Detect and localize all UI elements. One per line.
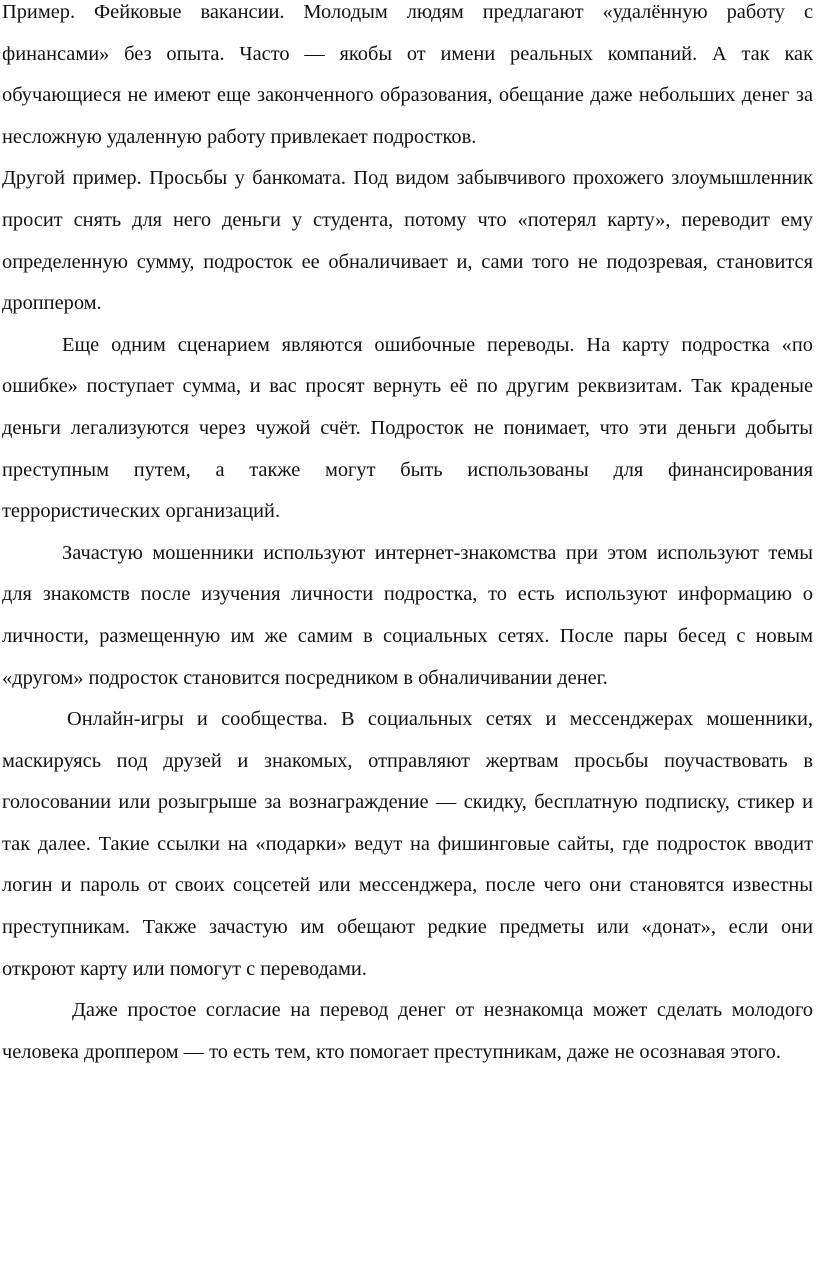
paragraph-online-games: Онлайн-игры и сообщества. В социальных сетях и мессенджерах мошенники, маскируясь под друзей и знакомых, отправляют жертвам просьбы поучаствовать в голосовании или розыгрыше за вознаграждение — скидку, бесплатную подписку, стикер и так далее. Такие ссылки на «подарки» ведут на фишинговые сайты, где подросток вводит логин и пароль от своих соцсетей или мессенджера, после чего они становятся известны преступникам. Также зачастую им обещают редкие предметы или «донат», если они откроют карту или помогут с переводами. [2,708,813,980]
paragraph-conclusion: Даже простое согласие на перевод денег от незнакомца может сделать молодого человека дроппером — то есть тем, кто помогает преступникам, даже не осознавая этого. [2,999,813,1063]
paragraph-atm-requests: Другой пример. Просьбы у банкомата. Под видом забывчивого прохожего злоумышленник просит снять для него деньги у студента, потому что «потерял карту», переводит ему определенную сумму, подросток ее обналичивает и, сами того не подозревая, становится дроппером. [2,167,813,315]
paragraph-online-dating: Зачастую мошенники используют интернет-знакомства при этом используют темы для знакомств после изучения личности подростка, то есть используют информацию о личности, размещенную им же самим в социальных сетях. После пары бесед с новым «другом» подросток становится посредником в обналичивании денег. [2,541,813,689]
paragraph-erroneous-transfers: Еще одним сценарием являются ошибочные переводы. На карту подростка «по ошибке» поступает сумма, и вас просят вернуть её по другим реквизитам. Так краденые деньги легализуются через чужой счёт. Подросток не понимает, что эти деньги добыты преступным путем, а также могут быть использованы для финансирования террористических организаций. [2,333,813,523]
paragraph-fake-vacancies: Пример. Фейковые вакансии. Молодым людям предлагают «удалённую работу с финансами» без опыта. Часто — якобы от имени реальных компаний. А так как обучающиеся не имеют еще законченного образования, обещание даже небольших денег за несложную удаленную работу привлекает подростков. [2,1,813,148]
